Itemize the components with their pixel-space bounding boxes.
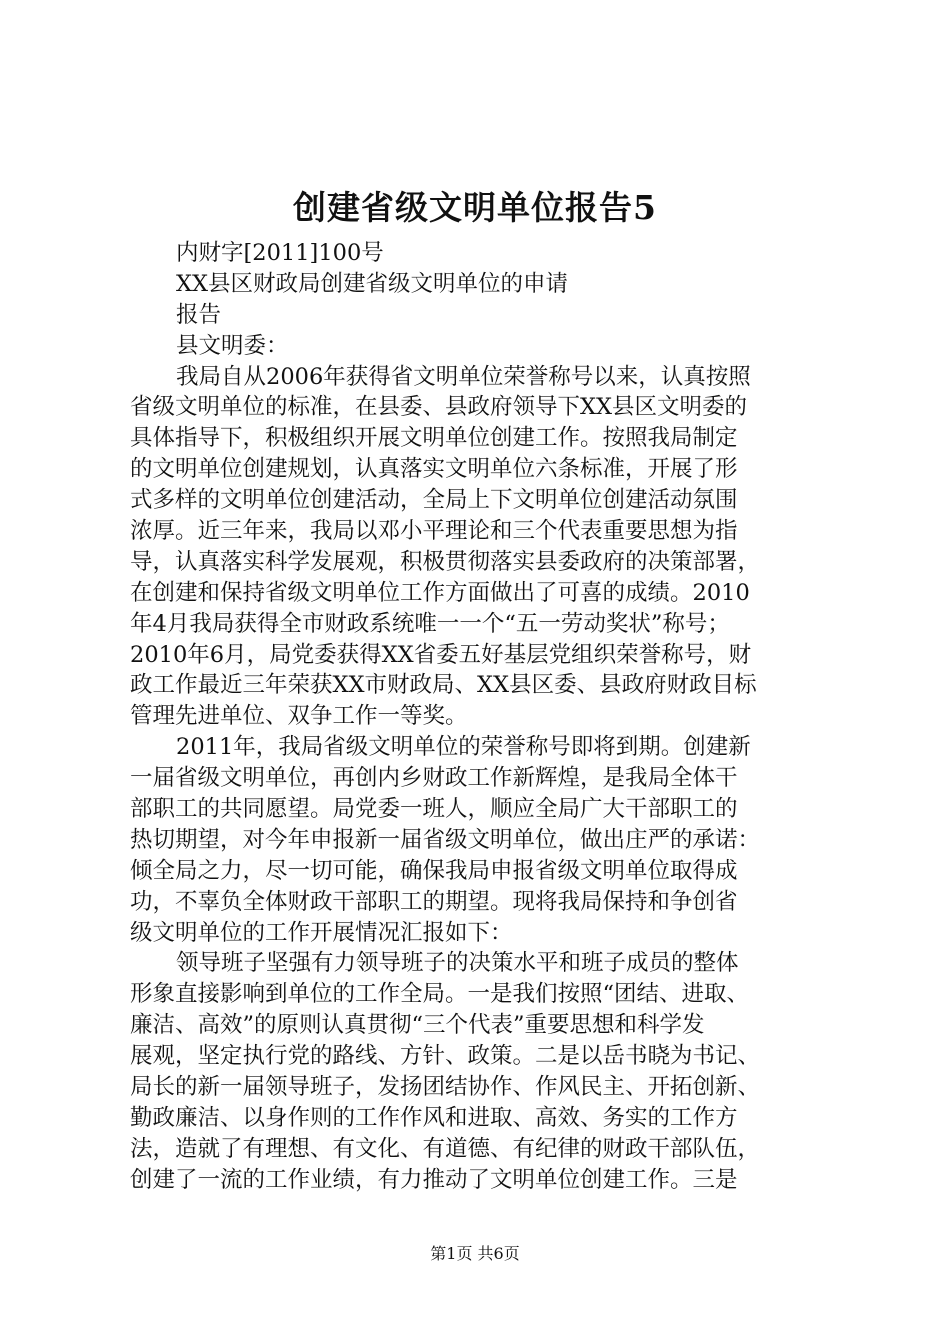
document-body (130, 238, 830, 1196)
text-line: 2010年6月，局党委获得XX省委五好基层党组织荣誉称号，财 (130, 641, 752, 668)
text-line: 部职工的共同愿望。局党委一班人，顺应全局广大干部职工的 (130, 796, 738, 823)
text-line: 具体指导下，积极组织开展文明单位创建工作。按照我局制定 (130, 425, 738, 452)
text-line: 的文明单位创建规划，认真落实文明单位六条标准，开展了形 (130, 456, 738, 483)
text-line: 功，不辜负全体财政干部职工的期望。现将我局保持和争创省 (130, 888, 738, 915)
text-line: 式多样的文明单位创建活动，全局上下文明单位创建活动氛围 (130, 487, 738, 514)
text-line: 政工作最近三年荣获XX市财政局、XX县区委、县政府财政目标 (130, 672, 757, 699)
report-subject: XX县区财政局创建省级文明单位的申请 (176, 270, 569, 297)
document-title: 创建省级文明单位报告5 (293, 188, 657, 227)
text-line: 倾全局之力，尽一切可能，确保我局申报省级文明单位取得成 (130, 857, 738, 884)
text-line: 在创建和保持省级文明单位工作方面做出了可喜的成绩。2010 (130, 579, 750, 606)
text-line: 年4月我局获得全市财政系统唯一一个“五一劳动奖状”称号； (130, 610, 730, 637)
text-line: 形象直接影响到单位的工作全局。一是我们按照“团结、进取、 (130, 981, 750, 1008)
text-line: 一届省级文明单位，再创内乡财政工作新辉煌，是我局全体干 (130, 765, 738, 792)
text-line: 领导班子坚强有力领导班子的决策水平和班子成员的整体 (176, 950, 739, 977)
addressee: 县文明委： (176, 332, 289, 359)
text-line: 导，认真落实科学发展观，积极贯彻落实县委政府的决策部署， (130, 548, 761, 575)
page-footer: 第1页 共6页 (430, 1244, 520, 1263)
text-line: 创建了一流的工作业绩，有力推动了文明单位创建工作。三是 (130, 1166, 738, 1193)
text-line: 2011年，我局省级文明单位的荣誉称号即将到期。创建新 (176, 734, 751, 761)
text-line: 廉洁、高效”的原则认真贯彻“三个代表”重要思想和科学发 (130, 1012, 705, 1039)
text-line: 展观，坚定执行党的路线、方针、政策。二是以岳书晓为书记、 (130, 1043, 761, 1070)
text-line: 热切期望，对今年申报新一届省级文明单位，做出庄严的承诺： (130, 826, 761, 853)
text-line: 我局自从2006年获得省文明单位荣誉称号以来，认真按照 (176, 363, 751, 390)
report-subject-continued: 报告 (176, 301, 222, 328)
text-line: 勤政廉洁、以身作则的工作作风和进取、高效、务实的工作方 (130, 1104, 738, 1131)
text-line: 省级文明单位的标准，在县委、县政府领导下XX县区文明委的 (130, 394, 748, 421)
text-line: 级文明单位的工作开展情况汇报如下： (130, 919, 513, 946)
text-line: 管理先进单位、双争工作一等奖。 (130, 703, 468, 730)
document-number: 内财字[2011]100号 (176, 240, 384, 266)
text-line: 浓厚。近三年来，我局以邓小平理论和三个代表重要思想为指 (130, 518, 738, 545)
text-line: 法，造就了有理想、有文化、有道德、有纪律的财政干部队伍， (130, 1135, 761, 1162)
text-line: 局长的新一届领导班子，发扬团结协作、作风民主、开拓创新、 (130, 1074, 761, 1101)
